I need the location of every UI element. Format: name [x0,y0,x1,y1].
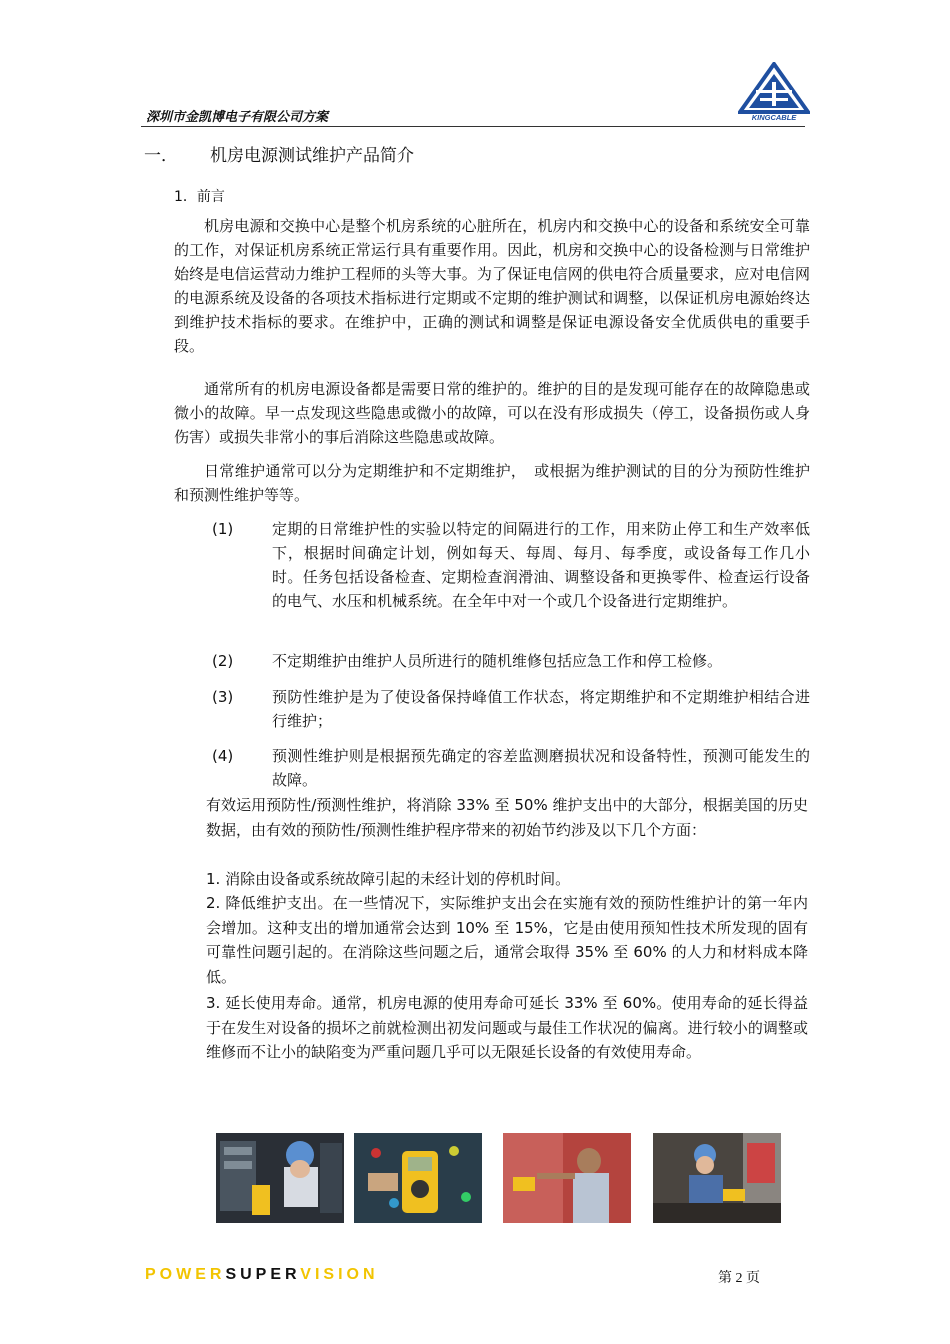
brand-vision: VISION [300,1266,379,1283]
list-item [212,649,810,673]
header-rule [141,126,805,127]
list-item-index: (2) [212,652,234,670]
section-title: 机房电源测试维护产品简介 [210,146,414,166]
list-item [212,685,810,733]
list-item-text: 定期的日常维护性的实验以特定的间隔进行的工作，用来防止停工和生产效率低下，根据时间确定计划，例如每天、每周、每月、每季度，或设备每工作几小时。任务包括设备检查、定期检查润滑油、调整设备和更换零件、检查运行设备的电气、水压和机械系统。在全年中对一个或几个设备进行定期维护。 [272,520,810,610]
benefit-point: 3. 延长使用寿命。通常，机房电源的使用寿命可延长 33% 至 60%。使用寿命的延长得益于在发生对设备的损坏之前就检测出初发问题或与最佳工作状况的偏离。进行较小的调整或维修而不让小的缺陷变为严重问题几乎可以无限延长设备的有效使用寿命。 [206,994,808,1061]
photo-technician-cabinet [653,1133,781,1223]
list-item [212,744,810,792]
list-item-text: 不定期维护由维护人员所进行的随机维修包括应急工作和停工检修。 [272,652,723,670]
photo-multimeter-board [354,1133,482,1223]
list-item [212,517,810,613]
photo-technician-wall [503,1133,631,1223]
brand-super: SUPER [225,1266,301,1283]
benefits-intro: 有效运用预防性/预测性维护，将消除 33% 至 50% 维护支出中的大部分，根据美国的历史数据，由有效的预防性/预测性维护程序带来的初始节约涉及以下几个方面： [206,796,808,839]
brand-power: POWER [145,1266,226,1283]
paragraph-intro: 机房电源和交换中心是整个机房系统的心脏所在，机房内和交换中心的设备和系统安全可靠的工作，对保证机房系统正常运行具有重要作用。因此，机房和交换中心的设备检测与日常维护始终是电信运营动力维护工程师的头等大事。为了保证电信网的供电符合质量要求，应对电信网的电源系统及设备的各项技术指标进行定期或不定期的维护测试和调整，以保证机房电源始终达到维护技术指标的要求。在维护中，正确的测试和调整是保证电源设备安全优质供电的重要手段。 [174,217,810,355]
paragraph-maintenance-purpose: 通常所有的机房电源设备都是需要日常的维护的。维护的目的是发现可能存在的故障隐患或微小的故障。早一点发现这些隐患或微小的故障，可以在没有形成损失（停工，设备损伤或人身伤害）或损失非常小的事后消除这些隐患或故障。 [174,380,810,446]
page-number: 第 2 页 [718,1271,760,1286]
list-item-text: 预防性维护是为了使设备保持峰值工作状态，将定期维护和不定期维护相结合进行维护； [272,688,810,730]
list-item-index: (4) [212,747,234,765]
company-name: 深圳市金凯博电子有限公司方案 [146,110,329,125]
subsection-title: 1．前言 [174,189,225,205]
benefit-point: 1. 消除由设备或系统故障引起的未经计划的停机时间。 [206,870,571,888]
section-heading [144,141,414,166]
paragraph-maintenance-types: 日常维护通常可以分为定期维护和不定期维护， 或根据为维护测试的目的分为预防性维护和预测性维护等等。 [174,462,810,504]
list-item-index: (1) [212,520,234,538]
section-number: 一． [144,146,178,166]
list-item-index: (3) [212,688,234,706]
logo-text: KINGCABLE [751,113,797,122]
benefit-point: 2. 降低维护支出。在一些情况下，实际维护支出会在实施有效的预防性维护计的第一年内会增加。这种支出的增加通常会达到 10% 至 15%，它是由使用预知性技术所发现的固有可靠性问题引起的。在消除这些问题之后，通常会取得 35% 至 60% 的人力和材料成本降低。 [206,894,808,986]
list-item-text: 预测性维护则是根据预先确定的容差监测磨损状况和设备特性，预测可能发生的故障。 [272,747,810,789]
photo-technician-panel [216,1133,344,1223]
photo-strip [216,1133,786,1224]
brand-wordmark [145,1266,379,1284]
kingcable-logo [738,62,810,122]
